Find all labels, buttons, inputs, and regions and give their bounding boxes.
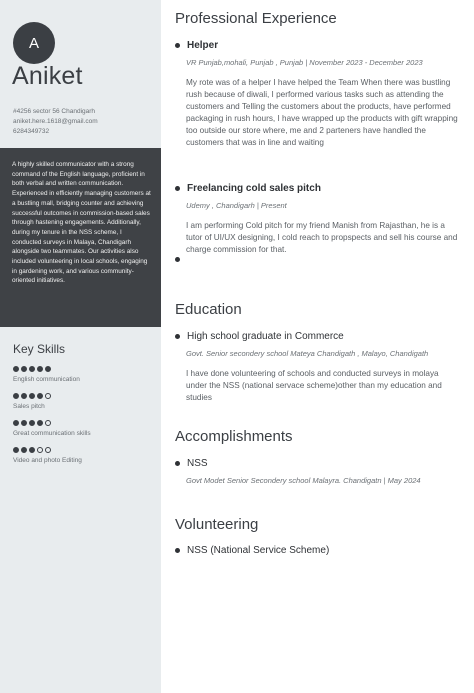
accomplishment-item-title [175,458,208,469]
bullet-icon [175,461,180,466]
filled-dot-icon [21,366,27,372]
contact-email: aniket.here.1618@gmail.com [13,118,98,125]
skill-item [13,391,91,418]
filled-dot-icon [37,393,43,399]
filled-dot-icon [37,420,43,426]
filled-dot-icon [21,447,27,453]
candidate-name: Aniket [12,62,83,90]
contact-info [13,107,98,137]
sidebar [0,0,161,693]
bullet-icon [175,334,180,339]
bullet-icon [175,43,180,48]
avatar-initial: A [28,34,39,52]
skill-rating [13,445,91,455]
education-heading: Education [175,301,242,318]
empty-dot-icon [45,393,51,399]
role-label: Helper [187,40,219,51]
profile-summary: A highly skilled communicator with a strong command of the English language, proficient in both verbal and written communication. Experienced in efficiently managing customers at a bustling mall, bridging counter and achieving successful outcomes in commission-based sales through hastening engagements. Additionally, during my tenure in the NSS scheme, I conducted surveys in Malaya, Chandigarh alongside two teammates. Our activities also included volunteering in local schools, engaging in gardening work, and various community-oriented initiatives. [0,148,161,327]
filled-dot-icon [45,366,51,372]
experience-item-description: I am performing Cold pitch for my friend Manish from Rajasthan, he is a tutor of UI/UX designing, I cold reach to propspects and sell his course and charge commission for that. [186,221,458,254]
bullet-icon [175,186,180,191]
experience-item-meta: Udemy , Chandigarh | Present [186,201,287,210]
skill-item [13,364,91,391]
contact-phone: 6284349732 [13,128,50,135]
filled-dot-icon [13,366,19,372]
experience-item-title [175,183,321,194]
skill-name: Great communication skills [13,430,91,437]
empty-dot-icon [37,447,43,453]
bullet-icon [175,548,180,553]
empty-dot-icon [45,420,51,426]
accomplishments-heading: Accomplishments [175,428,293,445]
filled-dot-icon [29,420,35,426]
filled-dot-icon [29,393,35,399]
role-label: Freelancing cold sales pitch [187,183,321,194]
skill-name: Sales pitch [13,403,45,410]
experience-item-description: My rote was of a helper I have helped the Team When there was bustling rush because of diwali, I performed various tasks such as attending the customers and Telling the customers about the products, have performed packaging in rush hours, I have wrapped up the products with gift wrapping too outside our store where, me and 2 parteners have handled the customers that was in line and waiting [186,78,458,147]
skill-name: English communication [13,376,80,383]
education-description: I have done volunteering of schools and conducted surveys in molaya under the NSS (national servace scheme)other than my education and studies [186,369,442,402]
skill-name: Video and photo Editing [13,457,82,464]
filled-dot-icon [29,447,35,453]
filled-dot-icon [13,447,19,453]
experience-item-title [175,40,218,51]
filled-dot-icon [13,393,19,399]
filled-dot-icon [37,366,43,372]
experience-item-meta: VR Punjab,mohali, Punjab , Punjab | November 2023 - December 2023 [186,58,423,67]
volunteering-heading: Volunteering [175,516,259,533]
skill-item [13,418,91,445]
accomplishment-meta: Govt Modet Senior Secondery school Malayra. Chandigatn | May 2024 [186,476,421,485]
bullet-icon [175,257,180,262]
degree-label: High school graduate in Commerce [187,331,344,342]
skill-rating [13,364,91,374]
volunteering-label: NSS (National Service Scheme) [187,545,330,556]
filled-dot-icon [29,366,35,372]
education-school: Govt. Senior secondery school Mateya Chandigath , Malayo, Chandigath [186,349,429,358]
skills-heading: Key Skills [13,342,66,356]
filled-dot-icon [13,420,19,426]
skill-rating [13,418,91,428]
empty-dot-icon [45,447,51,453]
skill-item [13,445,91,472]
education-item-title [175,331,344,342]
experience-heading: Professional Experience [175,10,337,27]
skills-list [13,364,91,472]
volunteering-item-title [175,545,329,556]
skill-rating [13,391,91,401]
filled-dot-icon [21,420,27,426]
accomplishment-label: NSS [187,458,208,469]
avatar [13,22,55,64]
contact-address: #4256 sector 56 Chandigarh [13,108,96,115]
filled-dot-icon [21,393,27,399]
